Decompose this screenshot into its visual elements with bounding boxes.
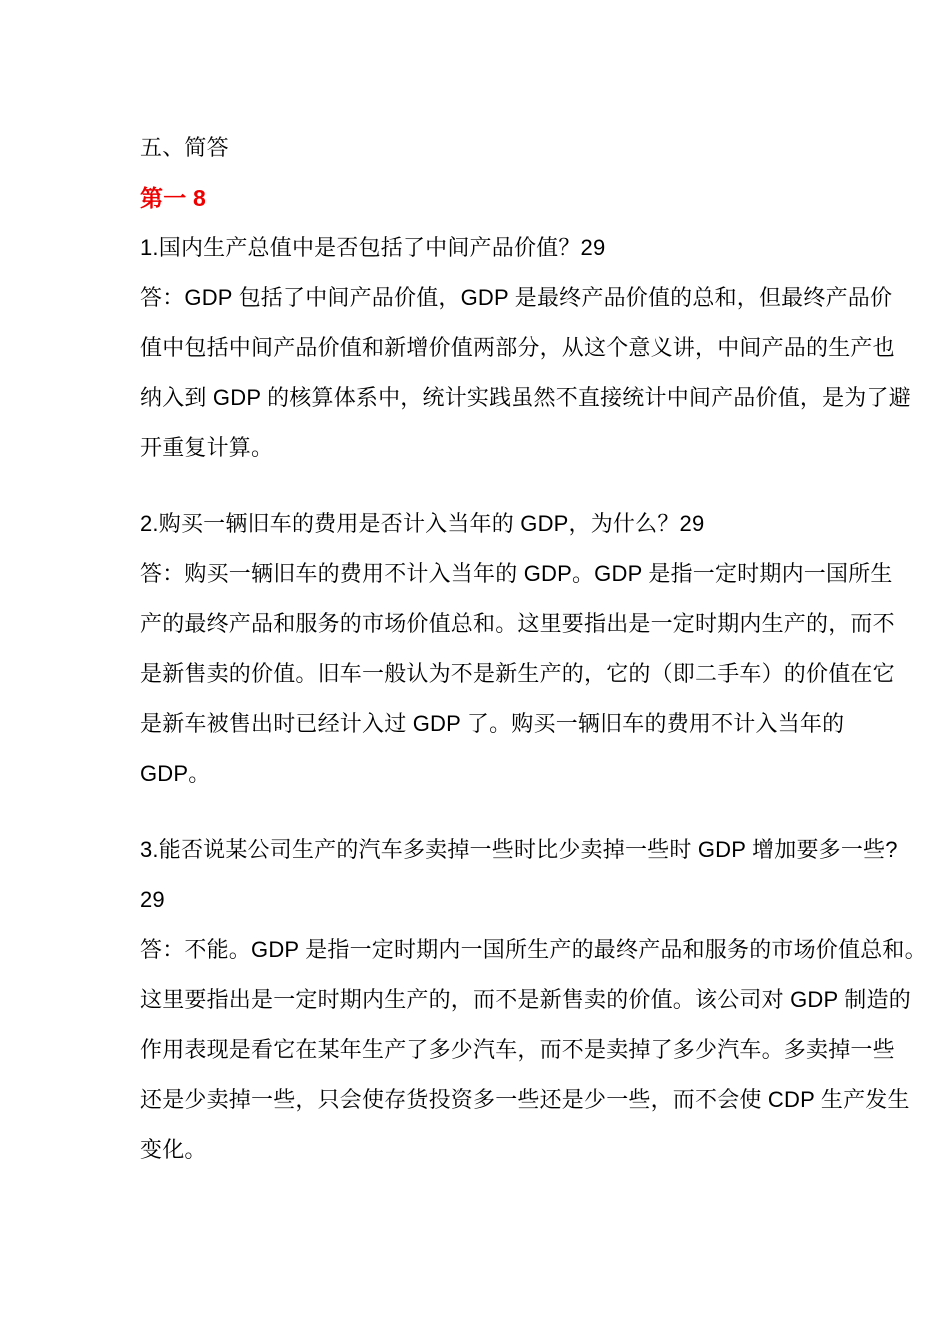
answer-line: 开重复计算。 bbox=[140, 435, 274, 460]
question-line: 29 bbox=[140, 887, 165, 912]
answer-line: 产的最终产品和服务的市场价值总和。这里要指出是一定时期内生产的，而不 bbox=[140, 611, 895, 636]
question-line: 2.购买一辆旧车的费用是否计入当年的 GDP，为什么？29 bbox=[140, 511, 705, 536]
answer-line: 值中包括中间产品价值和新增价值两部分，从这个意义讲，中间产品的生产也 bbox=[140, 335, 895, 360]
answer-line: 是新车被售出时已经计入过 GDP 了。购买一辆旧车的费用不计入当年的 bbox=[140, 711, 845, 736]
answer-line: GDP。 bbox=[140, 761, 211, 786]
answer-line: 作用表现是看它在某年生产了多少汽车，而不是卖掉了多少汽车。多卖掉一些 bbox=[140, 1037, 895, 1062]
answer-line: 答：GDP 包括了中间产品价值，GDP 是最终产品价值的总和，但最终产品价 bbox=[140, 285, 893, 310]
answer-line: 是新售卖的价值。旧车一般认为不是新生产的，它的（即二手车）的价值在它 bbox=[140, 661, 895, 686]
answer-line: 纳入到 GDP 的核算体系中，统计实践虽然不直接统计中间产品价值，是为了避 bbox=[140, 385, 911, 410]
answer-line: 这里要指出是一定时期内生产的，而不是新售卖的价值。该公司对 GDP 制造的 bbox=[140, 987, 911, 1012]
qa-block-3 bbox=[140, 825, 927, 1175]
answer-line: 变化。 bbox=[140, 1137, 207, 1162]
answer-line: 答：不能。GDP 是指一定时期内一国所生产的最终产品和服务的市场价值总和。 bbox=[140, 937, 927, 962]
answer-line: 答：购买一辆旧车的费用不计入当年的 GDP。GDP 是指一定时期内一国所生 bbox=[140, 561, 893, 586]
qa-block-1 bbox=[140, 223, 911, 473]
chapter-label: 第一 8 bbox=[140, 185, 206, 211]
question-line: 3.能否说某公司生产的汽车多卖掉一些时比少卖掉一些时 GDP 增加要多一些? bbox=[140, 837, 898, 862]
question-line: 1.国内生产总值中是否包括了中间产品价值？29 bbox=[140, 235, 606, 260]
answer-line: 还是少卖掉一些，只会使存货投资多一些还是少一些，而不会使 CDP 生产发生 bbox=[140, 1087, 910, 1112]
section-heading: 五、简答 bbox=[140, 135, 229, 160]
qa-block-2 bbox=[140, 499, 895, 799]
